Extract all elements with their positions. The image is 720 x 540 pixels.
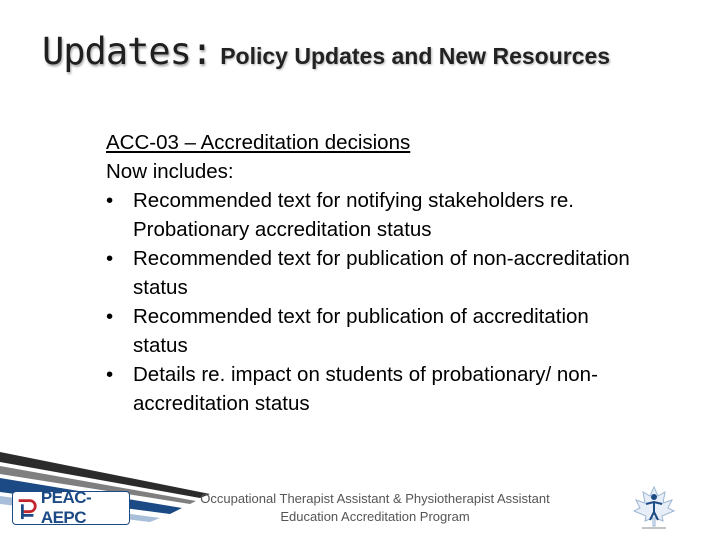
peac-aepc-logo xyxy=(12,488,130,527)
bullet-icon: • xyxy=(106,305,114,328)
footer-text xyxy=(160,490,590,526)
bullet-icon: • xyxy=(106,189,114,212)
bullet-text: Recommended text for publication of non-accreditation status xyxy=(133,247,630,299)
bullet-text: Details re. impact on students of probationary/ non-accreditation status xyxy=(133,363,598,415)
bullet-item xyxy=(106,360,646,418)
bullet-icon: • xyxy=(106,247,114,270)
slide-body xyxy=(106,128,646,418)
bullet-list xyxy=(106,186,646,418)
intro-text: Now includes: xyxy=(106,160,234,183)
title-subtitle: Policy Updates and New Resources xyxy=(220,43,611,69)
bullet-item xyxy=(106,302,646,360)
bullet-item xyxy=(106,244,646,302)
section-heading: ACC-03 – Accreditation decisions xyxy=(106,131,411,154)
bullet-text: Recommended text for notifying stakeholders re. Probationary accreditation status xyxy=(133,189,574,241)
logo-text: PEAC-AEPC xyxy=(40,488,92,527)
maple-leaf-figure-logo-icon xyxy=(628,484,680,530)
bullet-item xyxy=(106,186,646,244)
bullet-text: Recommended text for publication of accreditation status xyxy=(133,305,589,357)
footer-line-1: Occupational Therapist Assistant & Physiotherapist Assistant xyxy=(200,491,550,506)
footer-line-2: Education Accreditation Program xyxy=(280,509,470,524)
slide-title xyxy=(42,30,610,73)
peac-logo-mark-icon xyxy=(15,494,41,522)
bullet-icon: • xyxy=(106,363,114,386)
title-main: Updates: xyxy=(42,30,213,73)
